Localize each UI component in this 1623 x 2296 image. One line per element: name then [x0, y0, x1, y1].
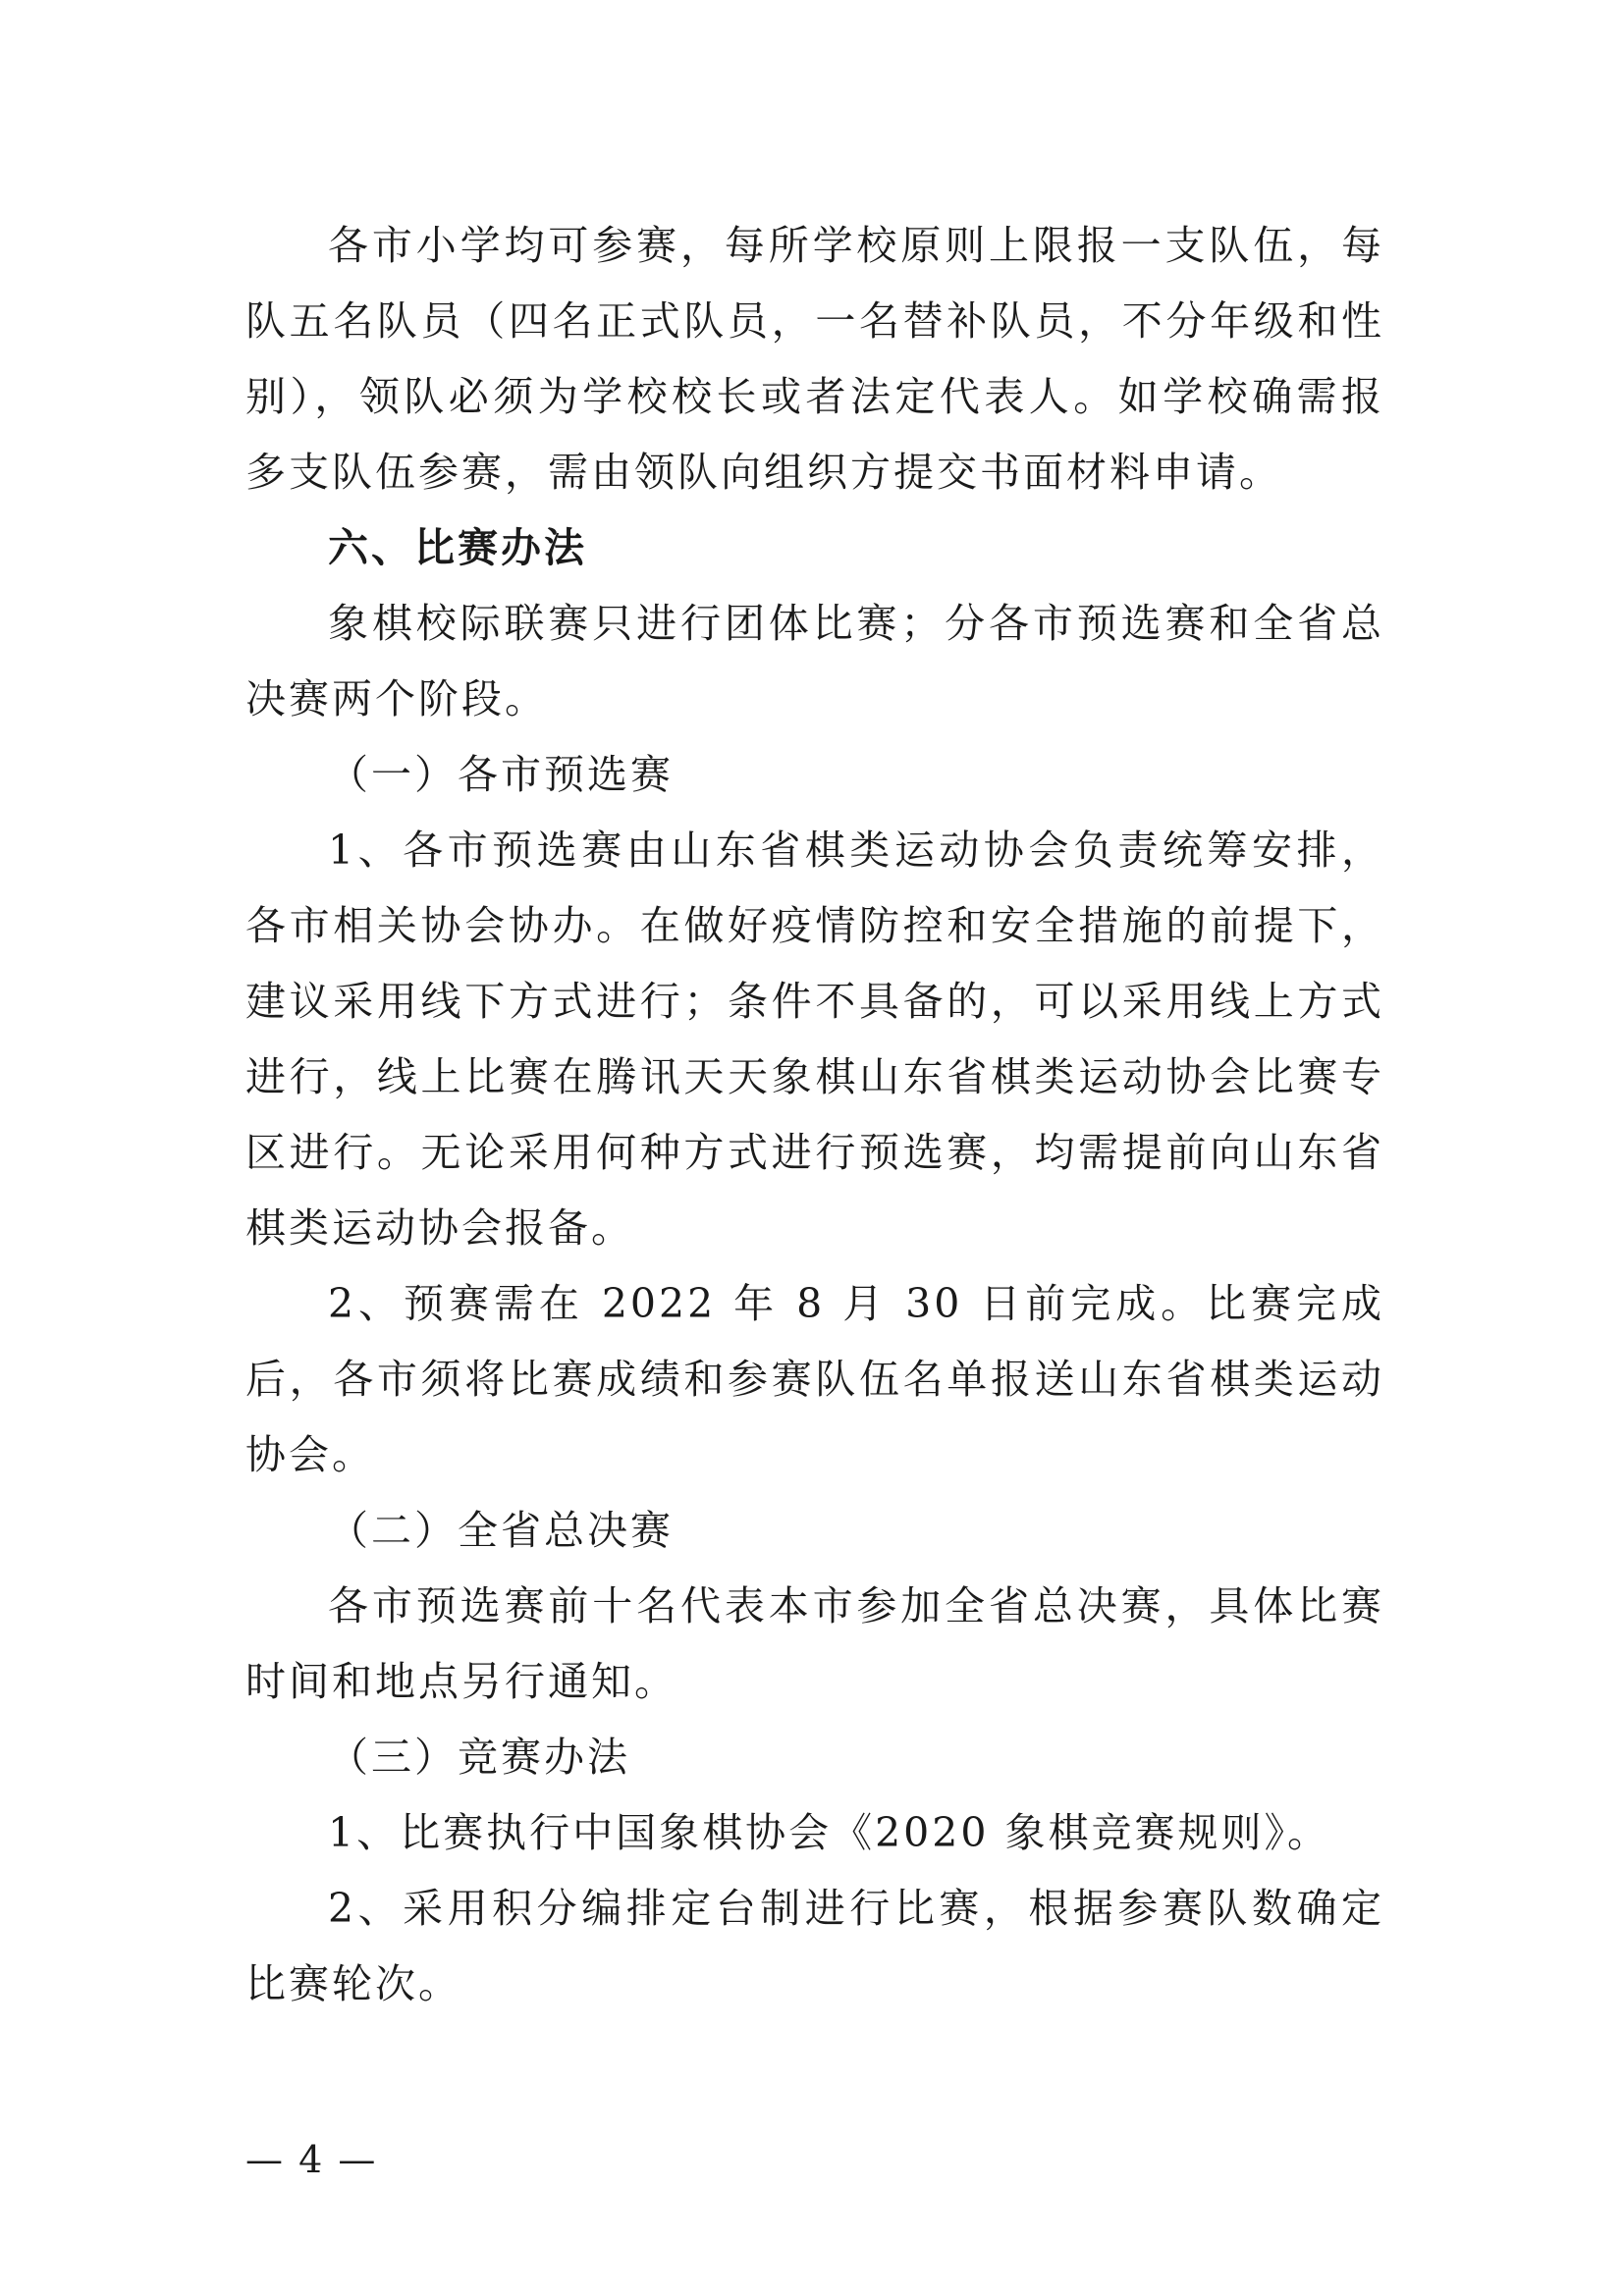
paragraph-pairing-system: 2、采用积分编排定台制进行比赛，根据参赛队数确定比赛轮次。: [245, 1885, 1384, 2007]
paragraph-finals-qualification: 各市预选赛前十名代表本市参加全省总决赛，具体比赛时间和地点另行通知。: [245, 1582, 1384, 1705]
subheading-competition-rules: （三）竞赛办法: [328, 1734, 630, 1781]
paragraph-preliminary-arrangement: 1、各市预选赛由山东省棋类运动协会负责统筹安排，各市相关协会协办。在做好疫情防控和安全措施的前提下，建议采用线下方式进行；条件不具备的，可以采用线上方式进行，线上比赛在腾讯天天象棋山东省棋类运动协会比赛专区进行。无论采用何种方式进行预选赛，均需提前向山东省棋类运动协会报备。: [245, 827, 1384, 1252]
subheading-city-preliminaries: （一）各市预选赛: [328, 751, 674, 798]
paragraph-eligibility: 各市小学均可参赛，每所学校原则上限报一支队伍，每队五名队员（四名正式队员，一名替补队员，不分年级和性别），领队必须为学校校长或者法定代表人。如学校确需报多支队伍参赛，需由领队向组织方提交书面材料申请。: [245, 222, 1384, 496]
paragraph-rules-standard: 1、比赛执行中国象棋协会《2020 象棋竞赛规则》。: [328, 1809, 1330, 1856]
subheading-provincial-finals: （二）全省总决赛: [328, 1507, 674, 1554]
paragraph-competition-format: 象棋校际联赛只进行团体比赛；分各市预选赛和全省总决赛两个阶段。: [245, 600, 1384, 722]
section-heading-competition-method: 六、比赛办法: [328, 524, 587, 571]
document-body: [245, 208, 1384, 2022]
page-number: — 4 —: [245, 2138, 378, 2181]
paragraph-preliminary-deadline: 2、预赛需在 2022 年 8 月 30 日前完成。比赛完成后，各市须将比赛成绩和参赛队伍名单报送山东省棋类运动协会。: [245, 1280, 1384, 1478]
